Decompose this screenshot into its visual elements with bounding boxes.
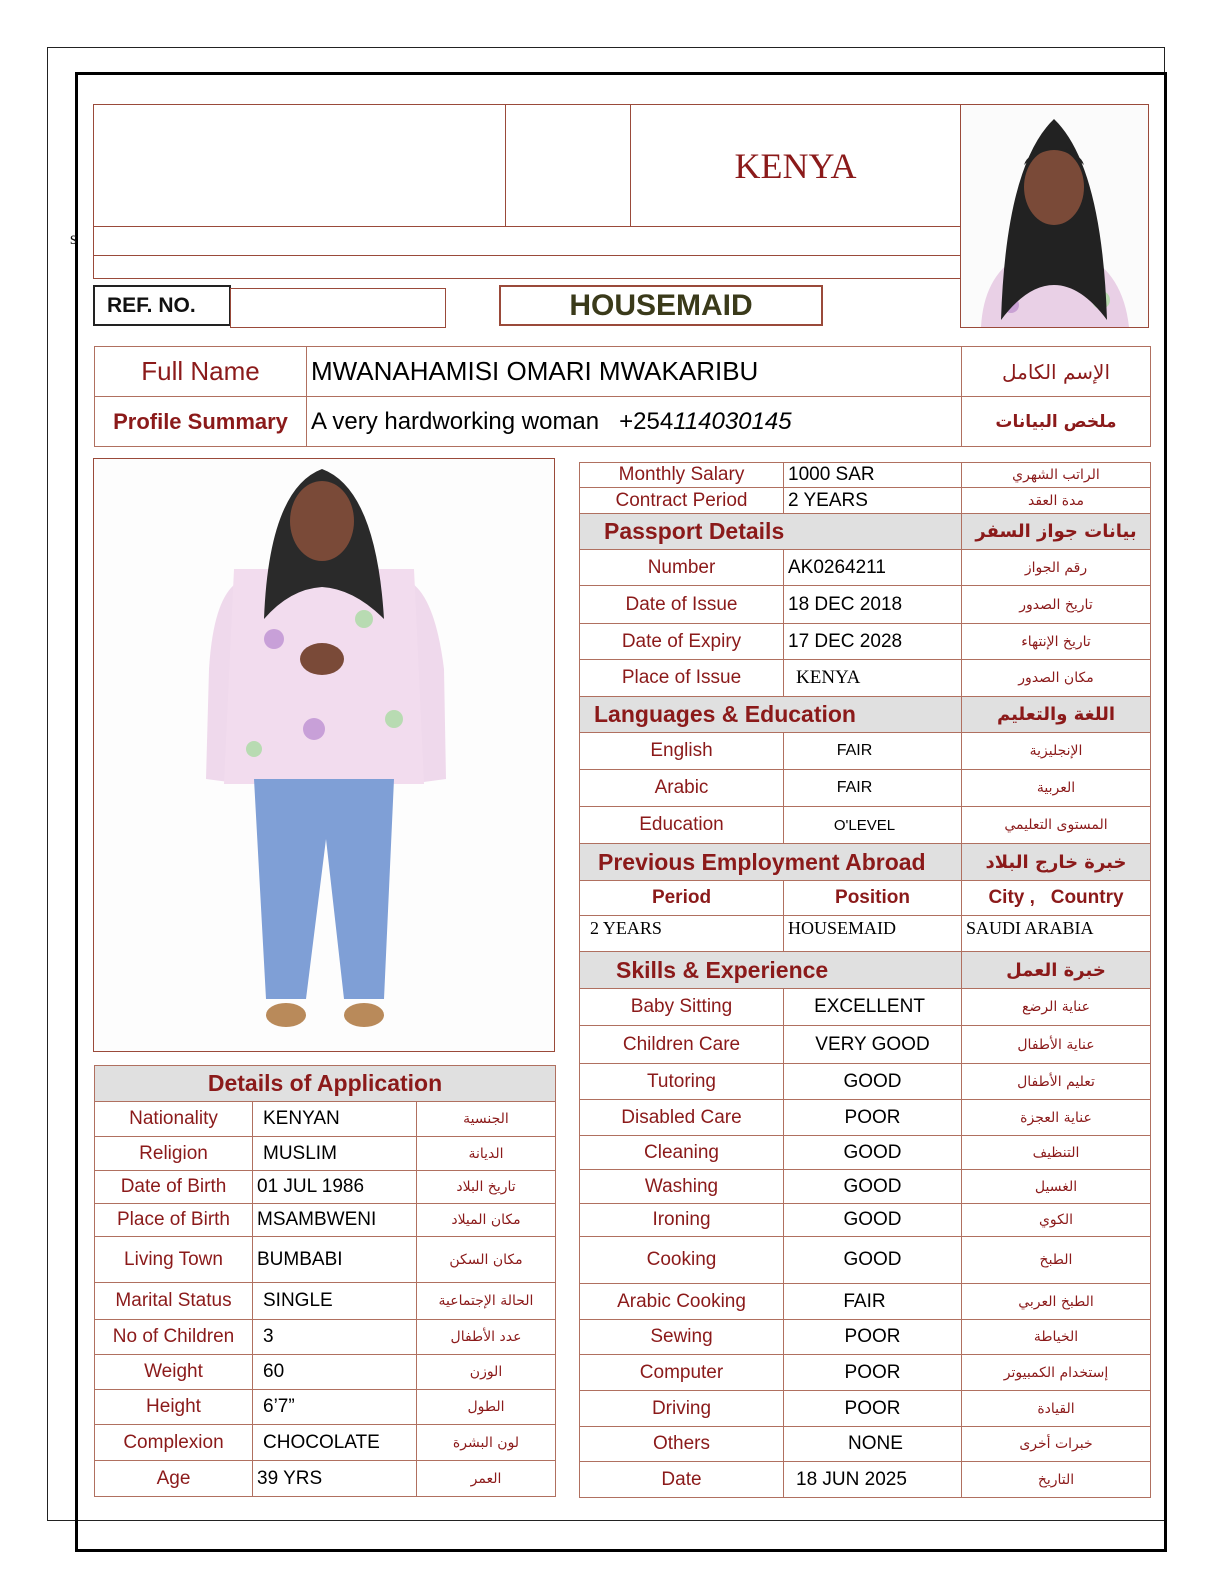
- table-row: [580, 1136, 1151, 1170]
- application-value: BUMBABI: [253, 1237, 417, 1283]
- passport-arabic: مكان الصدور: [962, 660, 1151, 697]
- language-value: O'LEVEL: [784, 807, 962, 844]
- skill-arabic: عناية الأطفال: [962, 1026, 1151, 1064]
- skill-value: POOR: [784, 1391, 962, 1427]
- table-row: [580, 1064, 1151, 1100]
- table-row: [95, 1137, 556, 1171]
- table-row: [580, 733, 1151, 770]
- employment-position: HOUSEMAID: [784, 916, 962, 952]
- skill-value: POOR: [784, 1355, 962, 1391]
- passport-title: Passport Details: [580, 514, 962, 550]
- employment-col-city: City , Country: [962, 881, 1151, 916]
- ref-value-field: [230, 288, 446, 328]
- section-header: [580, 952, 1151, 989]
- language-value: FAIR: [784, 733, 962, 770]
- table-row: [95, 1237, 556, 1283]
- profile-summary-arabic: ملخص البيانات: [962, 397, 1151, 447]
- position-title: HOUSEMAID: [499, 285, 823, 326]
- table-row: [580, 463, 1151, 488]
- skill-label: Sewing: [580, 1320, 784, 1355]
- passport-label: Number: [580, 550, 784, 586]
- employment-city: SAUDI ARABIA: [962, 916, 1151, 952]
- table-row: [580, 770, 1151, 807]
- ref-label: REF. NO.: [93, 285, 231, 326]
- table-row: [580, 1320, 1151, 1355]
- application-label: Date of Birth: [95, 1171, 253, 1204]
- language-label: Education: [580, 807, 784, 844]
- passport-label: Place of Issue: [580, 660, 784, 697]
- passport-value: 18 DEC 2018: [784, 586, 962, 624]
- application-label: Height: [95, 1390, 253, 1425]
- contract-value: 1000 SAR: [784, 463, 962, 488]
- header-box-middle: [505, 104, 631, 227]
- skill-value: GOOD: [784, 1170, 962, 1204]
- profile-summary-text: A very hardworking woman: [311, 407, 600, 435]
- table-row: [95, 1204, 556, 1237]
- application-arabic: لون البشرة: [417, 1425, 556, 1461]
- passport-value: 17 DEC 2028: [784, 624, 962, 660]
- skill-arabic: التنظيف: [962, 1136, 1151, 1170]
- skill-arabic: تعليم الأطفال: [962, 1064, 1151, 1100]
- section-header: [580, 514, 1151, 550]
- application-label: Age: [95, 1461, 253, 1497]
- skill-arabic: الغسيل: [962, 1170, 1151, 1204]
- skill-label: Cooking: [580, 1237, 784, 1284]
- table-row: [580, 624, 1151, 660]
- skill-label: Computer: [580, 1355, 784, 1391]
- contract-label: Contract Period: [580, 488, 784, 514]
- table-row: [580, 1355, 1151, 1391]
- full-body-photo: [93, 458, 555, 1052]
- application-arabic: تاريخ البلاد: [417, 1171, 556, 1204]
- application-value: 60: [253, 1355, 417, 1390]
- employment-col-period: Period: [580, 881, 784, 916]
- application-value: MUSLIM: [253, 1137, 417, 1171]
- employment-col-position: Position: [784, 881, 962, 916]
- skill-label: Driving: [580, 1391, 784, 1427]
- application-label: Complexion: [95, 1425, 253, 1461]
- application-label: Religion: [95, 1137, 253, 1171]
- employment-title: Previous Employment Abroad: [580, 844, 962, 881]
- table-row: [580, 1427, 1151, 1462]
- skills-title-arabic: خبرة العمل: [962, 952, 1151, 989]
- details-table: [579, 462, 1151, 1498]
- skill-arabic: الطبخ العربي: [962, 1284, 1151, 1320]
- table-row: [580, 916, 1151, 952]
- passport-value: AK0264211: [784, 550, 962, 586]
- application-value: MSAMBWENI: [253, 1204, 417, 1237]
- table-row: [580, 660, 1151, 697]
- skill-value: FAIR: [784, 1284, 962, 1320]
- language-value: FAIR: [784, 770, 962, 807]
- table-row: [580, 1204, 1151, 1237]
- skill-value: 18 JUN 2025: [784, 1462, 962, 1498]
- table-row: [580, 881, 1151, 916]
- passport-arabic: تاريخ الإنتهاء: [962, 624, 1151, 660]
- table-row: [580, 1462, 1151, 1498]
- skill-value: GOOD: [784, 1064, 962, 1100]
- profile-phone: 114030145: [673, 407, 792, 435]
- skill-arabic: القيادة: [962, 1391, 1151, 1427]
- application-arabic: عدد الأطفال: [417, 1320, 556, 1355]
- section-header: [580, 844, 1151, 881]
- contract-arabic: الراتب الشهري: [962, 463, 1151, 488]
- skill-label: Date: [580, 1462, 784, 1498]
- table-row: [580, 586, 1151, 624]
- profile-summary-value: [307, 397, 962, 447]
- application-label: Living Town: [95, 1237, 253, 1283]
- skill-arabic: الكوي: [962, 1204, 1151, 1237]
- application-value: SINGLE: [253, 1283, 417, 1320]
- table-row: [95, 1461, 556, 1497]
- skills-title: Skills & Experience: [580, 952, 962, 989]
- passport-arabic: رقم الجواز: [962, 550, 1151, 586]
- passport-label: Date of Expiry: [580, 624, 784, 660]
- passport-title-arabic: بيانات جواز السفر: [962, 514, 1151, 550]
- application-arabic: العمر: [417, 1461, 556, 1497]
- contract-arabic: مدة العقد: [962, 488, 1151, 514]
- skill-arabic: الطبخ: [962, 1237, 1151, 1284]
- table-row: [95, 1283, 556, 1320]
- table-row: [95, 1102, 556, 1137]
- skill-arabic: الخياطة: [962, 1320, 1151, 1355]
- skill-label: Cleaning: [580, 1136, 784, 1170]
- skill-label: Baby Sitting: [580, 989, 784, 1026]
- application-value: 6’7”: [253, 1390, 417, 1425]
- skill-label: Others: [580, 1427, 784, 1462]
- language-arabic: العربية: [962, 770, 1151, 807]
- passport-value: KENYA: [784, 660, 962, 697]
- table-row: [580, 550, 1151, 586]
- table-row: [95, 1355, 556, 1390]
- skill-arabic: خبرات أخرى: [962, 1427, 1151, 1462]
- skill-value: GOOD: [784, 1204, 962, 1237]
- skill-arabic: عناية الرضع: [962, 989, 1151, 1026]
- skill-value: NONE: [784, 1427, 962, 1462]
- application-label: Place of Birth: [95, 1204, 253, 1237]
- passport-label: Date of Issue: [580, 586, 784, 624]
- application-value: KENYAN: [253, 1102, 417, 1137]
- skill-arabic: إستخدام الكمبيوتر: [962, 1355, 1151, 1391]
- portrait-photo-icon: [961, 105, 1148, 327]
- full-name-label: Full Name: [95, 347, 307, 397]
- identity-table: [94, 346, 1151, 447]
- table-row: [580, 1237, 1151, 1284]
- application-label: Nationality: [95, 1102, 253, 1137]
- application-arabic: الوزن: [417, 1355, 556, 1390]
- language-label: Arabic: [580, 770, 784, 807]
- skill-label: Tutoring: [580, 1064, 784, 1100]
- skill-arabic: عناية العجزة: [962, 1100, 1151, 1136]
- skill-label: Washing: [580, 1170, 784, 1204]
- application-arabic: الحالة الإجتماعية: [417, 1283, 556, 1320]
- profile-phone-prefix: +254: [619, 407, 674, 435]
- skill-label: Arabic Cooking: [580, 1284, 784, 1320]
- contract-value: 2 YEARS: [784, 488, 962, 514]
- application-arabic: الجنسية: [417, 1102, 556, 1137]
- full-name-arabic: الإسم الكامل: [962, 347, 1151, 397]
- application-label: No of Children: [95, 1320, 253, 1355]
- country-title: KENYA: [630, 104, 961, 227]
- table-row: [580, 1026, 1151, 1064]
- table-row: [580, 1284, 1151, 1320]
- language-arabic: الإنجليزية: [962, 733, 1151, 770]
- skill-value: GOOD: [784, 1136, 962, 1170]
- skill-arabic: التاريخ: [962, 1462, 1151, 1498]
- application-label: Marital Status: [95, 1283, 253, 1320]
- table-row: [580, 1100, 1151, 1136]
- language-label: English: [580, 733, 784, 770]
- table-row: [95, 1390, 556, 1425]
- header-strip-1: [93, 226, 961, 256]
- stray-mark: s: [70, 228, 78, 248]
- skill-label: Ironing: [580, 1204, 784, 1237]
- header-box-left: [93, 104, 506, 227]
- languages-title: Languages & Education: [580, 697, 962, 733]
- skill-label: Disabled Care: [580, 1100, 784, 1136]
- profile-summary-label: Profile Summary: [95, 397, 307, 447]
- skill-value: EXCELLENT: [784, 989, 962, 1026]
- full-body-photo-icon: [94, 459, 554, 1051]
- table-row: [580, 488, 1151, 514]
- full-name-value: MWANAHAMISI OMARI MWAKARIBU: [307, 347, 962, 397]
- employment-period: 2 YEARS: [580, 916, 784, 952]
- skill-label: Children Care: [580, 1026, 784, 1064]
- application-title: Details of Application: [95, 1066, 556, 1102]
- table-row: [580, 989, 1151, 1026]
- application-label: Weight: [95, 1355, 253, 1390]
- table-row: [580, 1391, 1151, 1427]
- table-row: [580, 1170, 1151, 1204]
- application-table: [94, 1065, 556, 1497]
- skill-value: POOR: [784, 1320, 962, 1355]
- table-row: [580, 807, 1151, 844]
- application-value: 3: [253, 1320, 417, 1355]
- application-arabic: مكان السكن: [417, 1237, 556, 1283]
- header-strip-2: [93, 255, 961, 279]
- language-arabic: المستوى التعليمي: [962, 807, 1151, 844]
- skill-value: POOR: [784, 1100, 962, 1136]
- application-value: 01 JUL 1986: [253, 1171, 417, 1204]
- portrait-photo: [960, 104, 1149, 328]
- passport-arabic: تاريخ الصدور: [962, 586, 1151, 624]
- application-arabic: مكان الميلاد: [417, 1204, 556, 1237]
- table-row: [95, 1425, 556, 1461]
- application-arabic: الطول: [417, 1390, 556, 1425]
- application-value: 39 YRS: [253, 1461, 417, 1497]
- languages-title-arabic: اللغة والتعليم: [962, 697, 1151, 733]
- section-header: [580, 697, 1151, 733]
- skill-value: VERY GOOD: [784, 1026, 962, 1064]
- application-value: CHOCOLATE: [253, 1425, 417, 1461]
- skill-value: GOOD: [784, 1237, 962, 1284]
- contract-label: Monthly Salary: [580, 463, 784, 488]
- employment-title-arabic: خبرة خارج البلاد: [962, 844, 1151, 881]
- table-row: [95, 1171, 556, 1204]
- application-arabic: الديانة: [417, 1137, 556, 1171]
- table-row: [95, 1320, 556, 1355]
